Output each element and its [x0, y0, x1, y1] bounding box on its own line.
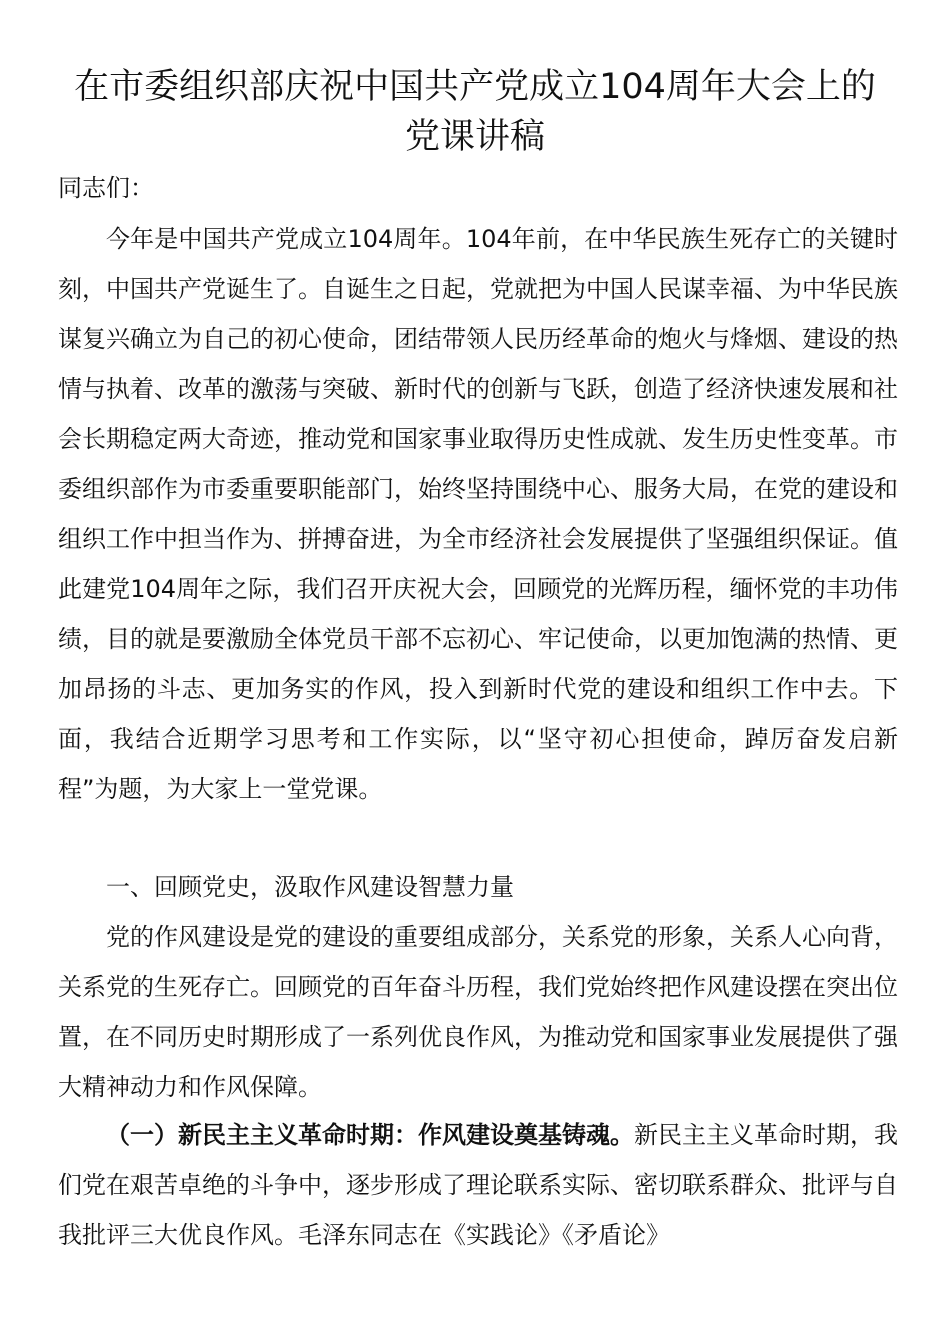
paragraph-section-1: 党的作风建设是党的建设的重要组成部分，关系党的形象，关系人心向背，关系党的生死存亡。回顾党的百年奋斗历程，我们党始终把作风建设摆在突出位置，在不同历史时期形成了一系列优良作风，为推动党和国家事业发展提供了强大精神动力和作风保障。 [58, 923, 898, 1101]
paragraph-intro: 今年是中国共产党成立104周年。104年前，在中华民族生死存亡的关键时刻，中国共产党诞生了。自诞生之日起，党就把为中国人民谋幸福、为中华民族谋复兴确立为自己的初心使命，团结带领人民历经革命的炮火与烽烟、建设的热情与执着、改革的激荡与突破、新时代的创新与飞跃，创造了经济快速发展和社会长期稳定两大奇迹，推动党和国家事业取得历史性成就、发生历史性变革。市委组织部作为市委重要职能部门，始终坚持围绕中心、服务大局，在党的建设和组织工作中担当作为、拼搏奋进，为全市经济社会发展提供了坚强组织保证。值此建党104周年之际，我们召开庆祝大会，回顾党的光辉历程，缅怀党的丰功伟绩，目的就是要激励全体党员干部不忘初心、牢记使命，以更加饱满的热情、更加昂扬的斗志、更加务实的作风，投入到新时代党的建设和组织工作中去。下面，我结合近期学习思考和工作实际，以“坚守初心担使命，踔厉奋发启新程”为题，为大家上一堂党课。 [58, 225, 898, 803]
subsection-body-text: 新民主主义革命时期，我们党在艰苦卓绝的斗争中，逐步形成了理论联系实际、密切联系群众、批评与自我批评三大优良作风。毛泽东同志在《实践论》《矛盾论》 [58, 1121, 898, 1249]
paragraph-subsection-1 [58, 1110, 898, 1260]
document-title-line-2: 党课讲稿 [404, 117, 545, 157]
section-heading-1: 一、回顾党史，汲取作风建设智慧力量 [106, 873, 514, 901]
document-title-line-1: 在市委组织部庆祝中国共产党成立104周年大会上的 [74, 67, 876, 107]
salutation: 同志们： [58, 174, 154, 202]
subsection-lead-heading: （一）新民主主义革命时期：作风建设奠基铸魂。 [106, 1121, 634, 1149]
